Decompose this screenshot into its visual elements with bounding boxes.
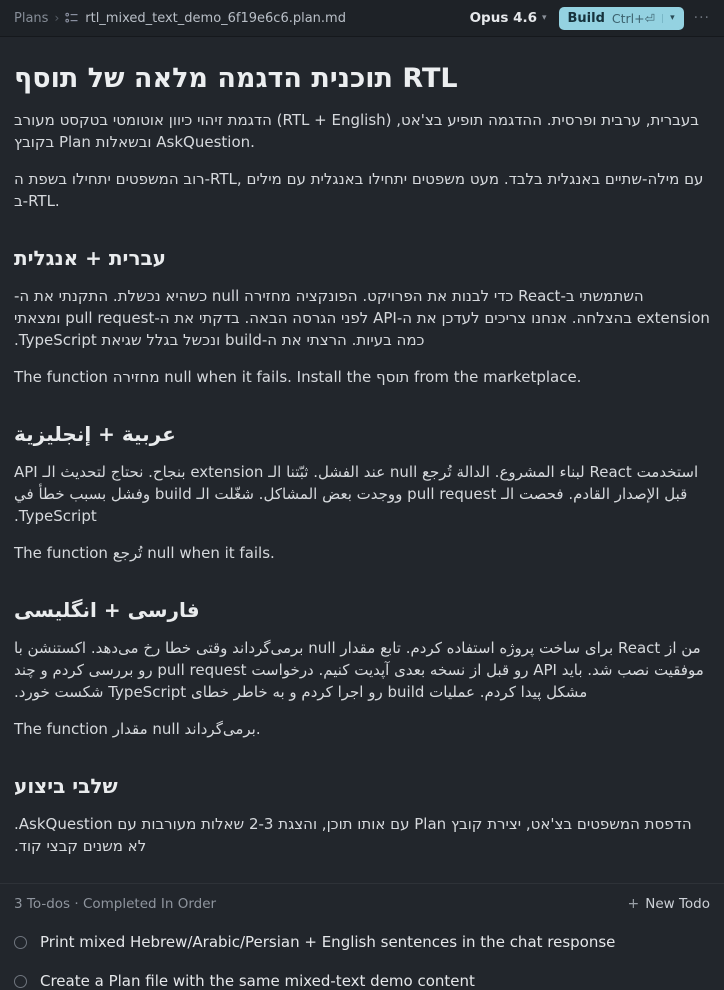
doc-paragraph: The function مقدار null برمی‌گرداند. <box>14 720 261 738</box>
todo-checkbox-circle[interactable] <box>14 975 27 988</box>
build-chevron-down-icon: ▾ <box>662 14 675 23</box>
doc-paragraph: הדפסת המשפטים בצ'אט, יצירת קובץ Plan עם אותו תוכן, והצגת 2-3 שאלות מעורבות עם AskQuestion. לא משנים קבצי קוד. <box>14 815 692 855</box>
breadcrumb-separator: › <box>54 11 60 25</box>
page-title: תוכנית הדגמה מלאה של תוסף RTL <box>14 63 458 94</box>
doc-section-heading: שלבי ביצוע <box>14 774 118 798</box>
doc-paragraph: The function מחזירה null when it fails. Install the תוסף from the marketplace. <box>14 368 582 386</box>
overflow-menu-button[interactable]: ··· <box>693 10 710 26</box>
todos-header <box>14 896 710 912</box>
plan-document <box>0 37 724 857</box>
todo-item <box>14 972 710 990</box>
doc-paragraph: הדגמת זיהוי כיוון אוטומטי בטקסט מעורב (RTL + English) בעברית, ערבית ופרסית. ההדגמה תופיע בצ'אט, בקובץ Plan ובשאלות AskQuestion. <box>14 111 699 151</box>
breadcrumb-plans[interactable]: Plans <box>14 10 49 26</box>
doc-paragraph: השתמשתי ב-React כדי לבנות את הפרויקט. הפונקציה מחזירה null כשהיא נכשלת. התקנתי את ה-extension בהצלחה. אנחנו צריכים לעדכן את ה-API לפני הגרסה הבאה. בדקתי את ה-pull request ומצאתי כמה בעיות. הרצתי את ה-build ונכשל בגלל שגיאת TypeScript. <box>14 287 710 349</box>
top-bar <box>0 0 724 37</box>
todo-item-label: Create a Plan file with the same mixed-text demo content <box>40 972 475 990</box>
doc-paragraph: من از React برای ساخت پروژه استفاده کردم. تابع مقدار null برمی‌گرداند وقتی خطا رخ می‌دهد. اکستنشن با موفقیت نصب شد. باید API رو قبل از نسخه بعدی آپدیت کنیم. درخواست pull request رو بررسی کردم و چند مشکل پیدا کردم. عملیات build رو اجرا کردم و به خاطر خطای TypeScript شکست خورد. <box>14 639 704 701</box>
doc-blocks <box>14 109 710 857</box>
model-selector-label: Opus 4.6 <box>469 10 537 26</box>
model-selector[interactable] <box>464 7 553 29</box>
breadcrumb-file-name: rtl_mixed_text_demo_6f19e6c6.plan.md <box>85 10 346 26</box>
build-button[interactable] <box>559 7 684 30</box>
plus-icon: + <box>627 896 640 912</box>
todos-section <box>0 883 724 990</box>
build-shortcut-hint: Ctrl+⏎ <box>611 10 656 26</box>
doc-paragraph: استخدمت React لبناء المشروع. الدالة تُرجع null عند الفشل. ثبّتنا الـ extension بنجاح. نحتاج لتحديث الـ API قبل الإصدار القادم. فحصت الـ pull request ووجدت بعض المشاكل. شغّلت الـ build وفشل بسبب خطأ في TypeScript. <box>14 463 699 525</box>
todo-item-label: Print mixed Hebrew/Arabic/Persian + English sentences in the chat response <box>40 933 616 951</box>
breadcrumb-file[interactable] <box>65 11 346 26</box>
doc-section-heading: فارسی + انگلیسی <box>14 598 200 622</box>
todo-list <box>14 933 710 990</box>
new-todo-label: New Todo <box>645 896 710 912</box>
chevron-down-icon: ▾ <box>541 12 547 23</box>
doc-paragraph: רוב המשפטים יתחילו בשפת ה-RTL, עם מילה-שתיים באנגלית בלבד. מעט משפטים יתחילו באנגלית עם מילים ב-RTL. <box>14 170 704 210</box>
todos-summary: 3 To-dos · Completed In Order <box>14 896 217 912</box>
todo-checkbox-circle[interactable] <box>14 936 27 949</box>
doc-section-heading: عربية + إنجليزية <box>14 422 176 446</box>
todo-item <box>14 933 710 951</box>
plan-file-icon <box>65 11 79 25</box>
new-todo-button[interactable] <box>627 896 710 912</box>
doc-section-heading: עברית + אנגלית <box>14 246 167 270</box>
build-button-label: Build <box>567 10 605 26</box>
doc-paragraph: The function تُرجع null when it fails. <box>14 544 275 562</box>
